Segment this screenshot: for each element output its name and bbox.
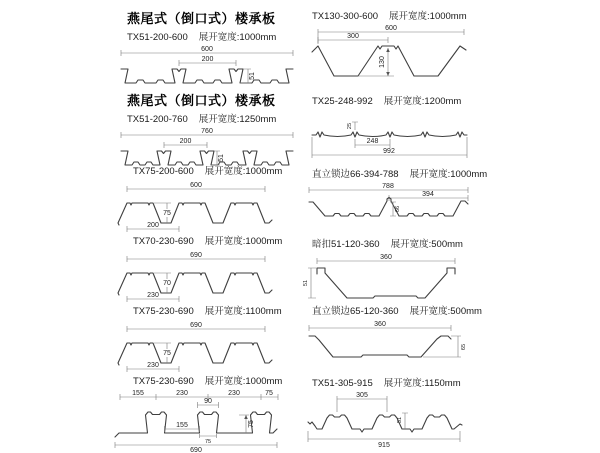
section-tx75-230-690-w1100 xyxy=(115,301,297,377)
dim-pitch: 200 xyxy=(147,222,159,229)
unfold-width: 展开宽度:1000mm xyxy=(204,376,283,387)
model-code: TX25-248-992 xyxy=(312,96,373,107)
dim-height: 75 xyxy=(163,210,171,217)
section-title: 燕尾式（倒口式）楼承板 xyxy=(127,11,276,26)
unfold-width: 展开宽度:1150mm xyxy=(383,378,461,389)
section-subtitle xyxy=(312,8,480,22)
dim-seg2: 230 xyxy=(176,390,188,397)
unfold-width: 展开宽度:1000mm xyxy=(409,169,488,180)
dim-overall: 600 xyxy=(385,25,397,32)
dim-seg1: 155 xyxy=(132,390,144,397)
dim-rib-bottom: 75 xyxy=(204,439,212,445)
profile-drawing-tx25-248-992 xyxy=(308,109,473,161)
dim-half: 394 xyxy=(422,191,434,198)
dim-height: 51 xyxy=(397,416,403,424)
dim-pitch: 300 xyxy=(347,33,359,40)
dim-overall: 760 xyxy=(201,128,213,135)
model-code: 直立锁边65-120-360 xyxy=(312,306,399,317)
section-tx75-200-600 xyxy=(115,161,297,237)
profile-drawing-tx75-200-600 xyxy=(115,179,295,237)
section-tx75-230-690-detail xyxy=(112,371,300,453)
profile-drawing-tx75-230-690-w1100 xyxy=(115,319,295,377)
dim-overall: 600 xyxy=(201,46,213,53)
section-subtitle xyxy=(133,303,297,317)
section-tx51-200-760 xyxy=(118,90,300,172)
model-code: TX75-200-600 xyxy=(133,166,194,177)
dim-overall: 992 xyxy=(383,148,395,155)
profile-drawing-tx75-230-690-detail xyxy=(112,389,297,453)
dim-overall: 600 xyxy=(190,182,202,189)
section-seam-66-394-788 xyxy=(305,164,488,228)
model-code: TX75-230-690 xyxy=(133,376,194,387)
unfold-width: 展开宽度:1100mm xyxy=(204,306,282,317)
dim-height: 70 xyxy=(163,280,171,287)
dim-pitch: 200 xyxy=(201,56,214,63)
dim-height: 51 xyxy=(249,72,256,80)
model-code: TX130-300-600 xyxy=(312,11,379,22)
section-title: 燕尾式（倒口式）楼承板 xyxy=(127,93,276,108)
dim-height: 25 xyxy=(347,122,353,130)
section-subtitle xyxy=(133,373,300,387)
dim-pitch: 230 xyxy=(147,362,159,369)
dim-pitch: 200 xyxy=(179,138,192,145)
profile-drawing-tx130-300-600 xyxy=(308,24,473,88)
section-subtitle xyxy=(127,111,300,125)
section-seam-65-120-360 xyxy=(303,301,482,367)
unfold-width: 展开宽度:1000mm xyxy=(389,11,467,22)
dim-overall: 690 xyxy=(190,447,202,453)
dim-overall: 788 xyxy=(382,183,394,190)
dim-overall: 690 xyxy=(190,322,202,329)
section-tx130-300-600 xyxy=(308,6,480,88)
dim-pitch: 248 xyxy=(366,138,379,145)
dim-seg4: 75 xyxy=(265,390,273,397)
section-tx25-248-992 xyxy=(308,91,480,161)
model-code: TX51-200-600 xyxy=(127,32,188,43)
section-subtitle xyxy=(133,233,297,247)
model-code: TX51-200-760 xyxy=(127,114,188,125)
dim-rib-top: 90 xyxy=(204,398,212,405)
profile-drawing-seam-65-120-360 xyxy=(303,319,473,367)
unfold-width: 展开宽度:1000mm xyxy=(204,236,283,247)
dim-overall: 690 xyxy=(190,252,202,259)
dim-seg3: 230 xyxy=(228,390,240,397)
dim-pitch: 230 xyxy=(147,292,159,299)
section-tx70-230-690 xyxy=(115,231,297,307)
profile-drawing-tx51-305-915 xyxy=(305,391,470,449)
dim-height: 75 xyxy=(163,350,171,357)
profile-drawing-seam-66-394-788 xyxy=(305,182,475,228)
profile-drawing-tx51-200-600 xyxy=(118,45,296,95)
model-code: TX75-230-690 xyxy=(133,306,194,317)
dim-overall: 360 xyxy=(380,254,392,261)
section-subtitle xyxy=(127,29,300,43)
profile-drawing-tx70-230-690 xyxy=(115,249,295,307)
section-subtitle xyxy=(312,236,478,250)
dim-height: 75 xyxy=(248,420,255,428)
dim-valley: 155 xyxy=(176,422,188,429)
dim-height: 51 xyxy=(218,154,225,162)
dim-overall: 915 xyxy=(378,442,390,449)
unfold-width: 展开宽度:1200mm xyxy=(383,96,462,107)
model-code: TX51-305-915 xyxy=(312,378,373,389)
dim-height: 66 xyxy=(395,205,401,213)
unfold-width: 展开宽度:500mm xyxy=(409,306,482,317)
unfold-width: 展开宽度:1000mm xyxy=(204,166,283,177)
section-subtitle xyxy=(133,163,297,177)
dim-height: 65 xyxy=(461,343,467,351)
dim-pitch: 305 xyxy=(356,392,368,399)
model-code: 暗扣51-120-360 xyxy=(312,239,380,250)
profile-drawing-clip-51-120-360 xyxy=(303,252,473,304)
dim-height: 130 xyxy=(379,56,386,68)
section-subtitle xyxy=(312,375,477,389)
section-subtitle xyxy=(312,303,482,317)
dim-height: 51 xyxy=(303,279,309,287)
section-clip-51-120-360 xyxy=(303,234,478,304)
model-code: TX70-230-690 xyxy=(133,236,194,247)
model-code: 直立锁边66-394-788 xyxy=(312,169,399,180)
unfold-width: 展开宽度:1000mm xyxy=(198,32,277,43)
section-subtitle xyxy=(312,93,480,107)
section-tx51-200-600 xyxy=(118,8,300,95)
unfold-width: 展开宽度:500mm xyxy=(390,239,463,250)
section-subtitle xyxy=(312,166,488,180)
unfold-width: 展开宽度:1250mm xyxy=(198,114,277,125)
section-tx51-305-915 xyxy=(305,373,477,449)
dim-overall: 360 xyxy=(374,321,386,328)
